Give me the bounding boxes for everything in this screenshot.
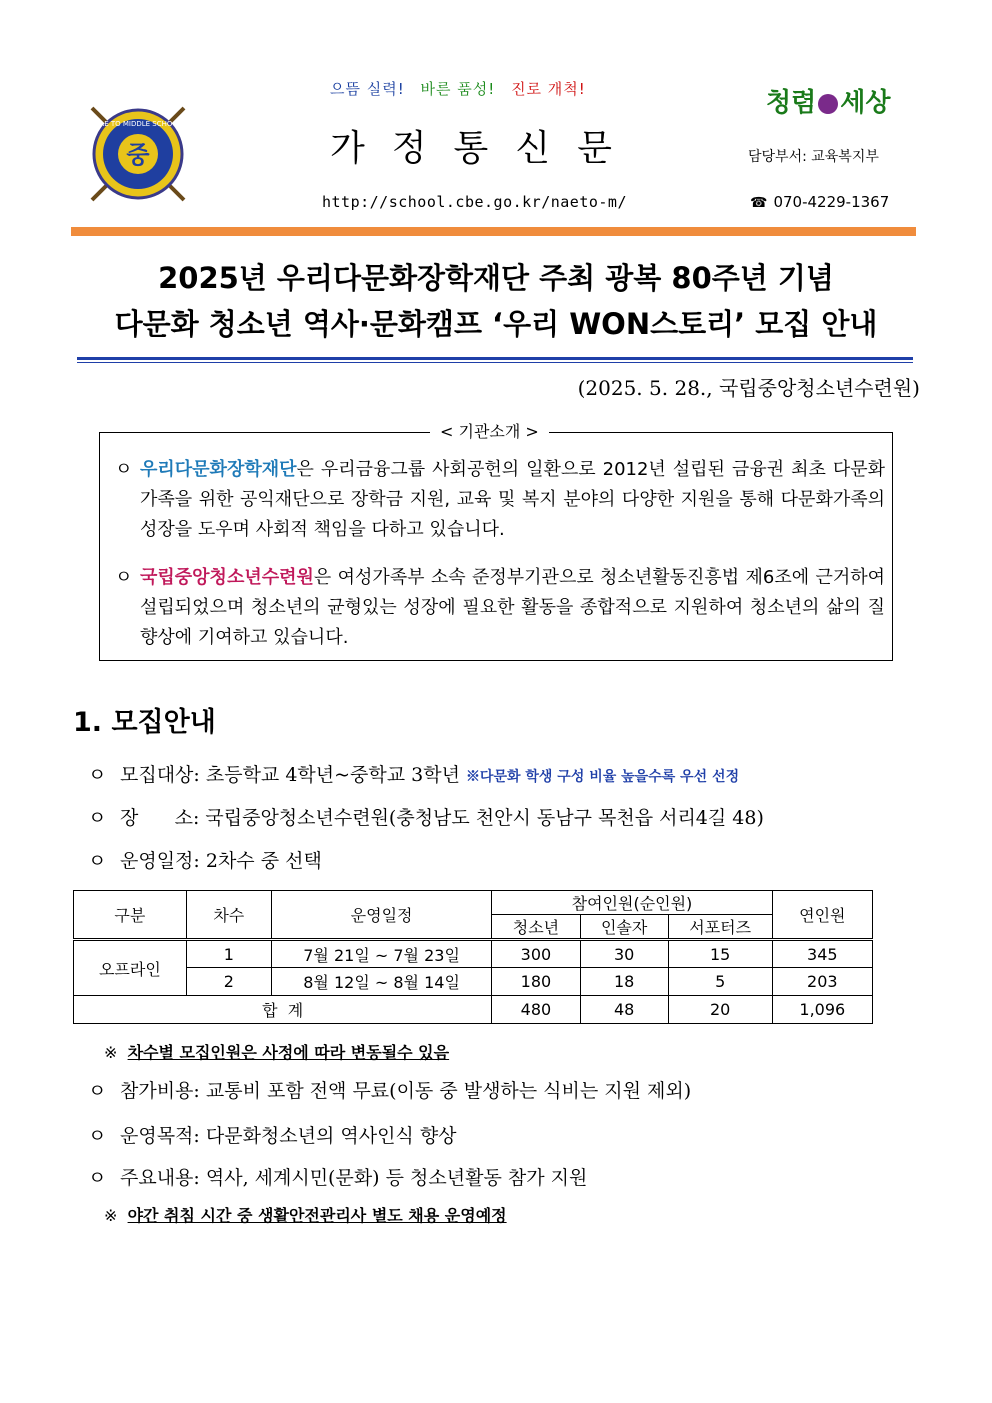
cost-text: 참가비용: 교통비 포함 전액 무료(이동 중 발생하는 식비는 지원 제외) — [120, 1080, 692, 1102]
foundation-name: 우리다문화장학재단 — [140, 459, 297, 480]
purpose-text: 운영목적: 다문화청소년의 역사인식 향상 — [120, 1125, 457, 1147]
phone-value: 070-4229-1367 — [773, 193, 890, 211]
department: 담당부서: 교육복지부 — [748, 149, 879, 165]
operation-purpose: ㅇ 운영목적: 다문화청소년의 역사인식 향상 — [88, 1125, 457, 1147]
table-note-text: 차수별 모집인원은 사정에 따라 변동될수 있음 — [127, 1043, 450, 1062]
newsletter-title: 가정통신문 — [330, 128, 639, 169]
title-rule — [77, 357, 913, 360]
col-supporters: 서포터즈 — [668, 915, 772, 940]
emblem-text: NAE TO MIDDLE SCHOOL — [94, 120, 182, 128]
school-url[interactable]: http://school.cbe.go.kr/naeto-m/ — [322, 193, 627, 211]
motto-skill: 으뜸 실력! — [330, 80, 405, 98]
recruit-schedule: ㅇ 운영일정: 2차수 중 선택 — [88, 850, 322, 872]
col-participants: 참여인원(순인원) — [492, 891, 772, 915]
integrity-logo — [766, 82, 890, 119]
motto-career: 진로 개척! — [511, 80, 586, 98]
col-dates: 운영일정 — [271, 891, 491, 940]
target-note: ※다문화 학생 구성 비율 높을수록 우선 선정 — [465, 769, 740, 785]
col-youth: 청소년 — [492, 915, 580, 940]
final-note-text: 야간 취침 시간 중 생활안전관리사 별도 채용 운영예정 — [127, 1206, 507, 1225]
col-total: 연인원 — [772, 891, 872, 940]
final-note: ※ 야간 취침 시간 중 생활안전관리사 별도 채용 운영예정 — [104, 1206, 507, 1225]
main-title — [40, 255, 952, 347]
recruit-target: ㅇ 모집대상: 초등학교 4학년~중학교 3학년 ※다문화 학생 구성 비율 높을수록 우선 선정 — [88, 764, 740, 786]
youth-center-name: 국립중앙청소년수련원 — [140, 567, 314, 588]
table-sum-row: 합 계 480 48 20 1,096 — [74, 996, 873, 1024]
section-title: 1. 모집안내 — [73, 707, 216, 738]
category-cell: 오프라인 — [74, 940, 187, 996]
place-text: 장 소: 국립중앙청소년수련원(충청남도 천안시 동남구 목천읍 서리4길 48) — [120, 807, 764, 829]
school-motto — [330, 78, 586, 99]
date-location: (2025. 5. 28., 국립중앙청소년수련원) — [577, 376, 920, 400]
main-content: ㅇ 주요내용: 역사, 세계시민(문화) 등 청소년활동 참가 지원 — [88, 1167, 588, 1189]
table-row: 오프라인 1 7월 21일 ~ 7월 23일 300 30 15 345 — [74, 940, 873, 968]
emblem-char: 중 — [126, 141, 150, 169]
school-emblem — [84, 100, 192, 208]
col-leaders: 인솔자 — [580, 915, 668, 940]
sum-label: 합 계 — [74, 996, 492, 1024]
content-text: 주요내용: 역사, 세계시민(문화) 등 청소년활동 참가 지원 — [120, 1167, 588, 1189]
schedule-text: 운영일정: 2차수 중 선택 — [120, 850, 322, 872]
target-text: 모집대상: 초등학교 4학년~중학교 3학년 — [120, 764, 460, 786]
brand-text-1: 청렴 — [766, 88, 817, 118]
phone-number — [750, 193, 889, 211]
motto-character: 바른 품성! — [420, 80, 496, 98]
intro-item-foundation — [115, 455, 885, 545]
schedule-table — [73, 890, 873, 1024]
bullet: ㅇ — [115, 567, 133, 588]
main-title-line-1: 2025년 우리다문화장학재단 주최 광복 80주년 기념 — [158, 261, 834, 295]
foundation-desc: 은 우리금융그룹 사회공헌의 일환으로 2012년 설립된 금융권 최초 다문화가족을 위한 공익재단으로 장학금 지원, 교육 및 복지 분야의 다양한 지원을 통해 다문화가족의 성장을 도우며 사회적 책임을 다하고 있습니다. — [140, 459, 885, 540]
title-rule-thin — [77, 362, 913, 363]
table-note: ※ 차수별 모집인원은 사정에 따라 변동될수 있음 — [104, 1043, 450, 1062]
header-divider — [71, 227, 916, 236]
intro-item-youth-center — [115, 563, 885, 653]
col-category: 구분 — [74, 891, 187, 940]
intro-heading: < 기관소개 > — [430, 419, 549, 442]
main-title-line-2: 다문화 청소년 역사·문화캠프 ‘우리 WON스토리’ 모집 안내 — [114, 307, 878, 341]
col-round: 차수 — [186, 891, 271, 940]
youth-center-desc: 은 여성가족부 소속 준정부기관으로 청소년활동진흥법 제6조에 근거하여 설립되었으며 청소년의 균형있는 성장에 필요한 활동을 종합적으로 지원하여 청소년의 삶의 질 향상에 기여하고 있습니다. — [140, 567, 885, 648]
brand-text-2: 세상 — [840, 88, 891, 118]
brand-dot-icon — [818, 94, 838, 114]
table-row: 2 8월 12일 ~ 8월 14일 180 18 5 203 — [74, 968, 873, 996]
participation-cost: ㅇ 참가비용: 교통비 포함 전액 무료(이동 중 발생하는 식비는 지원 제외) — [88, 1080, 692, 1102]
recruit-place: ㅇ 장 소: 국립중앙청소년수련원(충청남도 천안시 동남구 목천읍 서리4길 48) — [88, 807, 764, 829]
phone-icon: ☎ — [750, 195, 768, 211]
bullet: ㅇ — [115, 459, 133, 480]
